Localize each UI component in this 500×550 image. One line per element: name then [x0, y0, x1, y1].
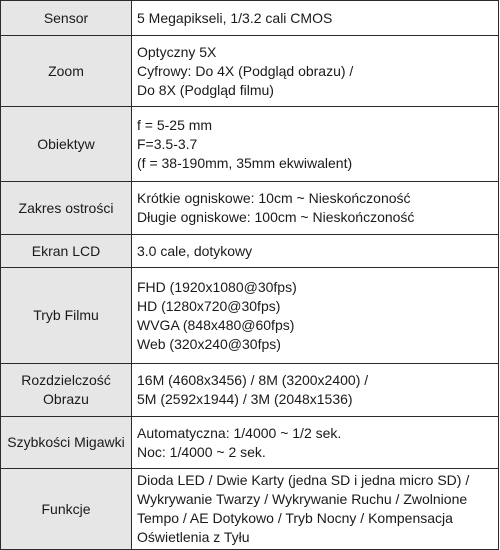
- row-value: [132, 469, 499, 550]
- value-line: Optyczny 5X: [137, 43, 217, 60]
- value-line: F=3.5-3.7: [137, 135, 198, 152]
- label-text: Funkcje: [41, 500, 91, 517]
- label-text: Szybkości Migawki: [7, 434, 125, 450]
- row-value: [132, 364, 499, 417]
- row-rozdzielczosc-obrazu: [1, 364, 499, 417]
- value-line: WVGA (848x480@60fps): [137, 316, 295, 333]
- row-label: [1, 268, 132, 364]
- value-line: Do 8X (Podgląd filmu): [137, 81, 274, 98]
- row-label: [1, 235, 132, 268]
- row-obiektyw: [1, 107, 499, 182]
- row-zakres-ostrosci: [1, 182, 499, 235]
- label-text: Zakres ostrości: [18, 199, 114, 216]
- value-line: Automatyczna: 1/4000 ~ 1/2 sek.: [137, 424, 342, 441]
- label-text: Ekran LCD: [31, 242, 101, 259]
- label-text: Obiektyw: [37, 135, 95, 152]
- row-value: [132, 1, 499, 36]
- label-text: Obrazu: [43, 391, 89, 407]
- row-label: [1, 364, 132, 417]
- row-funkcje: [1, 469, 499, 550]
- value-line: Noc: 1/4000 ~ 2 sek.: [137, 443, 266, 460]
- value-line: HD (1280x720@30fps): [137, 297, 281, 314]
- value-line: 5M (2592x1944) / 3M (2048x1536): [137, 391, 353, 407]
- value-line: Długie ogniskowe: 100cm ~ Nieskończoność: [137, 209, 415, 225]
- value-line: 5 Megapikseli, 1/3.2 cali CMOS: [137, 9, 333, 26]
- row-label: [1, 107, 132, 182]
- row-label: [1, 1, 132, 36]
- value-line: 3.0 cale, dotykowy: [137, 242, 253, 259]
- value-line: FHD (1920x1080@30fps): [137, 278, 297, 295]
- row-tryb-filmu: [1, 268, 499, 364]
- row-label: [1, 36, 132, 107]
- row-ekran-lcd: [1, 235, 499, 268]
- value-line: Web (320x240@30fps): [137, 335, 281, 352]
- row-szybkosci-migawki: [1, 417, 499, 469]
- row-label: [1, 469, 132, 550]
- row-value: [132, 107, 499, 182]
- value-paragraph: Dioda LED / Dwie Karty (jedna SD i jedna micro SD) / Wykrywanie Twarzy / Wykrywanie Ruchu / Zwolnione Tempo / AE Dotykowo / Tryb Nocny / Kompensacja Oświetlenia z Tyłu: [137, 472, 470, 545]
- label-text: Sensor: [43, 9, 89, 26]
- row-value: [132, 417, 499, 469]
- row-value: [132, 235, 499, 268]
- value-line: Krótkie ogniskowe: 10cm ~ Nieskończoność: [137, 190, 411, 206]
- row-sensor: [1, 1, 499, 36]
- value-line: 16M (4608x3456) / 8M (3200x2400) /: [137, 372, 369, 388]
- value-line: (f = 38-190mm, 35mm ekwiwalent): [137, 154, 353, 171]
- label-text: Tryb Filmu: [33, 307, 99, 323]
- row-value: [132, 182, 499, 235]
- value-line: Cyfrowy: Do 4X (Podgląd obrazu) /: [137, 62, 354, 79]
- row-label: [1, 182, 132, 235]
- row-zoom: [1, 36, 499, 107]
- value-line: f = 5-25 mm: [137, 116, 213, 133]
- row-label: [1, 417, 132, 469]
- label-text: Zoom: [48, 62, 84, 79]
- row-value: [132, 268, 499, 364]
- row-value: [132, 36, 499, 107]
- label-text: Rozdzielczość: [21, 372, 111, 388]
